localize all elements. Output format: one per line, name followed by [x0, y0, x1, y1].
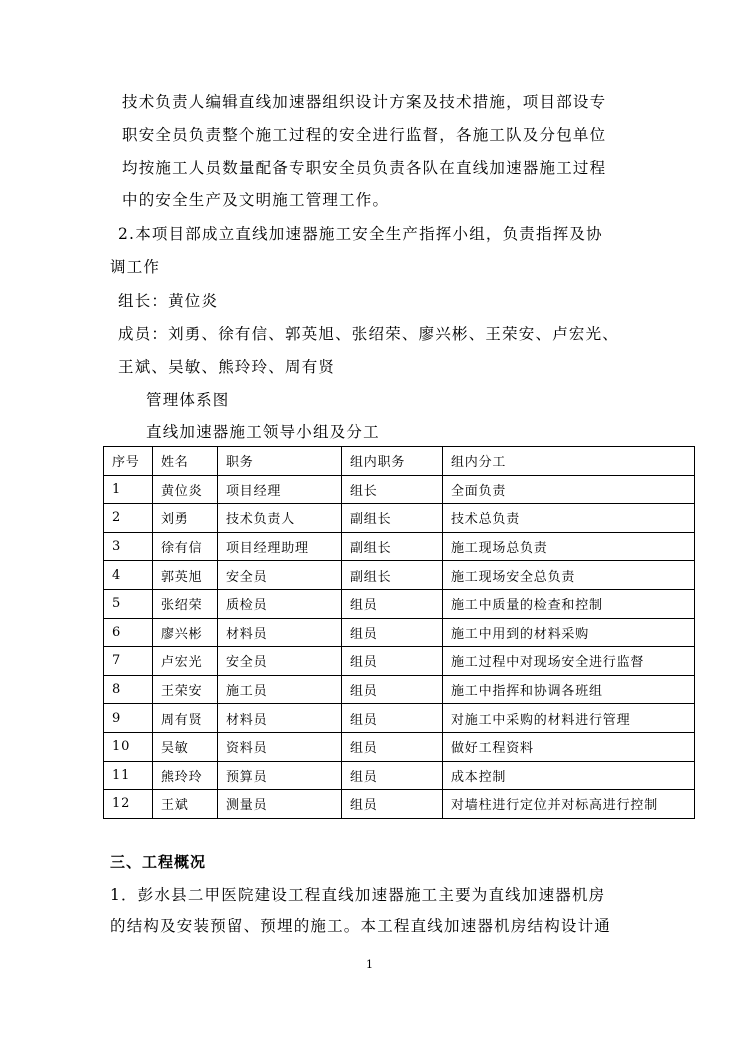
table-cell: 6	[104, 618, 153, 647]
table-cell: 施工中质量的检查和控制	[443, 589, 695, 618]
table-row	[104, 732, 695, 761]
paragraph-line: 均按施工人员数量配备专职安全员负责各队在直线加速器施工过程	[122, 159, 607, 177]
table-cell: 材料员	[218, 704, 342, 733]
staff-table	[103, 446, 695, 819]
table-cell: 预算员	[218, 761, 342, 790]
team-members-line-2: 王斌、吴敏、熊玲玲、周有贤	[118, 358, 336, 376]
table-title: 直线加速器施工领导小组及分工	[146, 423, 380, 441]
table-cell: 技术负责人	[218, 504, 342, 533]
table-cell: 材料员	[218, 618, 342, 647]
header-cell: 职务	[218, 447, 342, 476]
table-cell: 对墙柱进行定位并对标高进行控制	[443, 790, 695, 819]
table-cell: 对施工中采购的材料进行管理	[443, 704, 695, 733]
table-row	[104, 618, 695, 647]
paragraph-line: 的结构及安装预留、预埋的施工。本工程直线加速器机房结构设计通	[110, 917, 612, 935]
table-cell: 组员	[342, 732, 443, 761]
table-row	[104, 589, 695, 618]
paragraph-line: 技术负责人编辑直线加速器组织设计方案及技术措施，项目部设专	[122, 93, 607, 111]
management-diagram-caption: 管理体系图	[146, 391, 230, 409]
table-row	[104, 561, 695, 590]
table-cell: 技术总负责	[443, 504, 695, 533]
table-cell: 11	[104, 761, 153, 790]
table-cell: 吴敏	[153, 732, 218, 761]
section-heading: 三、工程概况	[110, 853, 207, 871]
table-cell: 4	[104, 561, 153, 590]
table-cell: 徐有信	[153, 532, 218, 561]
paragraph-line: 1．彭水县二甲医院建设工程直线加速器施工主要为直线加速器机房	[110, 886, 606, 904]
team-members-line: 成员：刘勇、徐有信、郭英旭、张绍荣、廖兴彬、王荣安、卢宏光、	[118, 325, 620, 343]
table-row	[104, 647, 695, 676]
table-cell: 组员	[342, 704, 443, 733]
table-cell: 8	[104, 675, 153, 704]
paragraph-line: 调工作	[110, 258, 161, 276]
header-cell: 组内职务	[342, 447, 443, 476]
table-cell: 测量员	[218, 790, 342, 819]
table-cell: 副组长	[342, 504, 443, 533]
table-cell: 廖兴彬	[153, 618, 218, 647]
table-cell: 施工中用到的材料采购	[443, 618, 695, 647]
header-cell: 姓名	[153, 447, 218, 476]
table-row	[104, 475, 695, 504]
table-cell: 5	[104, 589, 153, 618]
table-cell: 项目经理助理	[218, 532, 342, 561]
paragraph-line: 2.本项目部成立直线加速器施工安全生产指挥小组，负责指挥及协	[118, 225, 603, 243]
table-cell: 组员	[342, 647, 443, 676]
page-number: 1	[366, 958, 373, 971]
table-cell: 9	[104, 704, 153, 733]
table-cell: 1	[104, 475, 153, 504]
table-row	[104, 532, 695, 561]
table-row	[104, 704, 695, 733]
table-cell: 项目经理	[218, 475, 342, 504]
table-cell: 质检员	[218, 589, 342, 618]
table-cell: 组员	[342, 589, 443, 618]
table-cell: 安全员	[218, 647, 342, 676]
table-cell: 组员	[342, 675, 443, 704]
table-cell: 3	[104, 532, 153, 561]
table-cell: 施工中指挥和协调各班组	[443, 675, 695, 704]
table-cell: 2	[104, 504, 153, 533]
table-cell: 组员	[342, 761, 443, 790]
table-cell: 组长	[342, 475, 443, 504]
table-cell: 12	[104, 790, 153, 819]
table-cell: 张绍荣	[153, 589, 218, 618]
table-cell: 副组长	[342, 532, 443, 561]
table-cell: 熊玲玲	[153, 761, 218, 790]
table-cell: 10	[104, 732, 153, 761]
table-cell: 施工现场安全总负责	[443, 561, 695, 590]
table-cell: 施工现场总负责	[443, 532, 695, 561]
header-cell: 序号	[104, 447, 153, 476]
table-cell: 做好工程资料	[443, 732, 695, 761]
table-cell: 施工过程中对现场安全进行监督	[443, 647, 695, 676]
table-cell: 黄位炎	[153, 475, 218, 504]
table-cell: 7	[104, 647, 153, 676]
table-cell: 副组长	[342, 561, 443, 590]
team-leader-line: 组长：黄位炎	[118, 292, 219, 310]
header-cell: 组内分工	[443, 447, 695, 476]
table-cell: 全面负责	[443, 475, 695, 504]
table-header-row	[104, 447, 695, 476]
table-cell: 周有贤	[153, 704, 218, 733]
table-cell: 刘勇	[153, 504, 218, 533]
paragraph-line: 职安全员负责整个施工过程的安全进行监督，各施工队及分包单位	[122, 126, 607, 144]
table-cell: 组员	[342, 790, 443, 819]
table-row	[104, 790, 695, 819]
paragraph-line: 中的安全生产及文明施工管理工作。	[122, 191, 390, 209]
table-cell: 王斌	[153, 790, 218, 819]
table-cell: 卢宏光	[153, 647, 218, 676]
table-row	[104, 761, 695, 790]
table-cell: 施工员	[218, 675, 342, 704]
table-cell: 王荣安	[153, 675, 218, 704]
table-row	[104, 675, 695, 704]
table-cell: 组员	[342, 618, 443, 647]
table-cell: 安全员	[218, 561, 342, 590]
table-cell: 资料员	[218, 732, 342, 761]
table-row	[104, 504, 695, 533]
table-cell: 成本控制	[443, 761, 695, 790]
table-cell: 郭英旭	[153, 561, 218, 590]
